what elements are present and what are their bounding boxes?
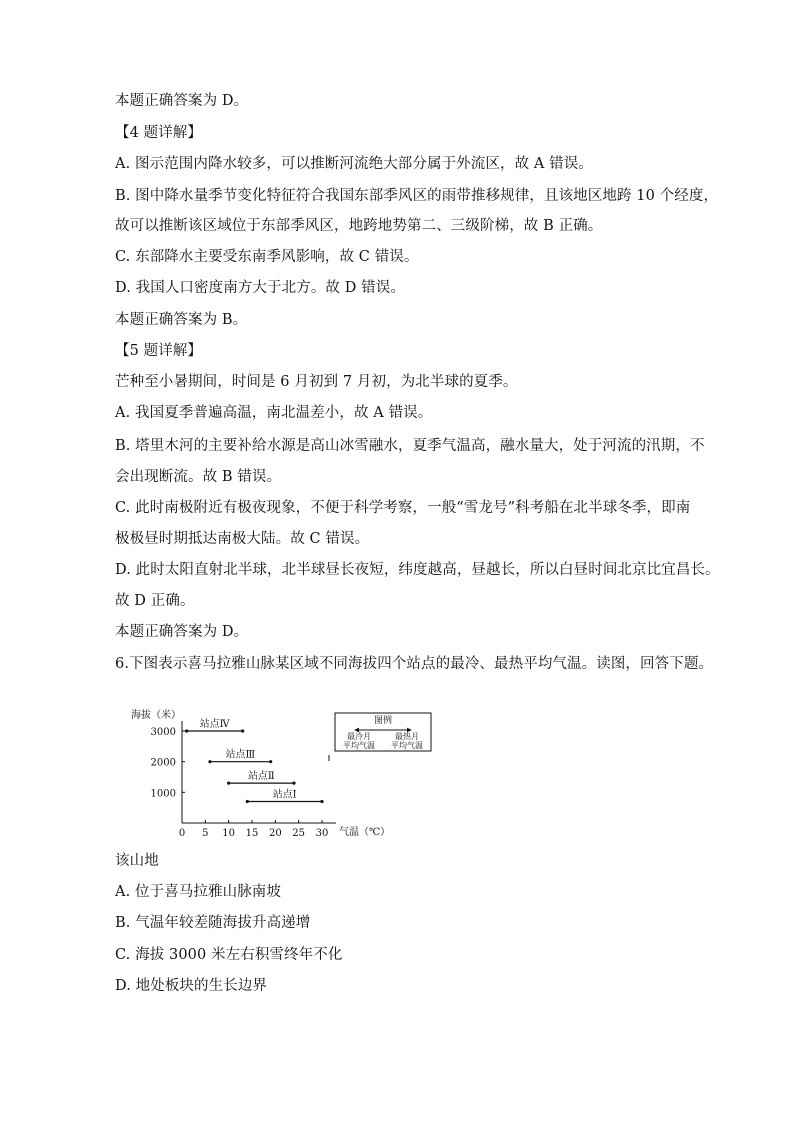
para-4b-1: B. 图中降水量季节变化特征符合我国东部季风区的雨带推移规律，且该地区地跨 10 个经度， bbox=[115, 188, 719, 204]
station-hottest-point-3 bbox=[292, 782, 295, 785]
legend-left-label-1: 最冷月 bbox=[347, 732, 371, 741]
station-hottest-point-1 bbox=[241, 729, 244, 732]
y-tick-label: 2000 bbox=[150, 757, 176, 769]
para-5b-2: 会出现断流。故 B 错误。 bbox=[115, 469, 282, 485]
para-4c: C. 东部降水主要受东南季风影响，故 C 错误。 bbox=[115, 249, 419, 265]
station-coldest-point-3 bbox=[227, 782, 230, 785]
para-5c-1: C. 此时南极附近有极夜现象，不便于科学考察，一般“雪龙号”科考船在北半球冬季，即南 bbox=[115, 500, 691, 516]
para-4a: A. 图示范围内降水较多，可以推断河流绝大部分属于外流区，故 A 错误。 bbox=[115, 156, 593, 172]
para-5-intro: 芒种至小暑期间，时间是 6 月初到 7 月初，为北半球的夏季。 bbox=[115, 374, 518, 390]
altitude-temperature-chart bbox=[125, 703, 445, 843]
x-tick-label: 0 bbox=[178, 828, 186, 839]
y-tick-label: 1000 bbox=[150, 788, 176, 800]
x-tick-label: 5 bbox=[202, 828, 209, 839]
legend-title: 图例 bbox=[373, 716, 393, 726]
station-hottest-point-2 bbox=[269, 760, 272, 763]
x-tick-label: 25 bbox=[292, 828, 306, 839]
station-label-3: 站点Ⅱ bbox=[247, 771, 275, 783]
question-6: 6.下图表示喜马拉雅山脉某区域不同海拔四个站点的最冷、最热平均气温。读图，回答下题。 bbox=[115, 656, 714, 672]
answer-d-2: 本题正确答案为 D。 bbox=[115, 624, 249, 640]
para-5d-2: 故 D 正确。 bbox=[115, 593, 195, 609]
x-tick-label: 30 bbox=[315, 828, 329, 839]
x-tick-label: 20 bbox=[268, 828, 282, 839]
para-5c-2: 极极昼时期抵达南极大陆。故 C 错误。 bbox=[115, 531, 370, 547]
legend-left-label-2: 平均气温 bbox=[343, 741, 375, 750]
chart-svg bbox=[125, 703, 445, 843]
option-c: C. 海拔 3000 米左右积雪终年不化 bbox=[115, 947, 343, 963]
x-axis-label: 气温（℃） bbox=[339, 827, 391, 838]
question-stem: 该山地 bbox=[115, 853, 159, 869]
x-tick-label: 15 bbox=[245, 828, 259, 839]
station-label-2: 站点Ⅲ bbox=[225, 749, 256, 761]
heading-4: 【4 题详解】 bbox=[115, 125, 203, 141]
option-b: B. 气温年较差随海拔升高递增 bbox=[115, 915, 311, 931]
para-5b-1: B. 塔里木河的主要补给水源是高山冰雪融水，夏季气温高，融水量大，处于河流的汛期，不 bbox=[115, 438, 705, 454]
option-a: A. 位于喜马拉雅山脉南坡 bbox=[115, 884, 281, 900]
station-hottest-point-4 bbox=[320, 800, 323, 803]
para-4b-2: 故可以推断该区域位于东部季风区，地跨地势第二、三级阶梯，故 B 正确。 bbox=[115, 218, 603, 234]
station-label-1: 站点Ⅳ bbox=[199, 719, 230, 730]
para-5d-1: D. 此时太阳直射北半球，北半球昼长夜短，纬度越高，昼越长，所以白昼时间北京比宜昌长。 bbox=[115, 562, 720, 578]
station-label-4: 站点Ⅰ bbox=[272, 789, 297, 801]
legend-right-label-1: 最热月 bbox=[395, 732, 419, 741]
station-coldest-point-2 bbox=[208, 760, 211, 763]
y-tick-label: 3000 bbox=[150, 727, 176, 738]
para-4d: D. 我国人口密度南方大于北方。故 D 错误。 bbox=[115, 280, 405, 296]
station-coldest-point-4 bbox=[246, 800, 249, 803]
answer-b: 本题正确答案为 B。 bbox=[115, 312, 248, 328]
y-axis-label: 海拔（米） bbox=[131, 710, 181, 721]
answer-d-1: 本题正确答案为 D。 bbox=[115, 93, 249, 109]
para-5a: A. 我国夏季普遍高温，南北温差小，故 A 错误。 bbox=[115, 405, 433, 421]
x-tick-label: 10 bbox=[222, 828, 236, 839]
option-d: D. 地处板块的生长边界 bbox=[115, 978, 268, 994]
heading-5: 【5 题详解】 bbox=[115, 343, 203, 359]
station-coldest-point-1 bbox=[185, 729, 188, 732]
legend-right-label-2: 平均气温 bbox=[391, 741, 423, 750]
